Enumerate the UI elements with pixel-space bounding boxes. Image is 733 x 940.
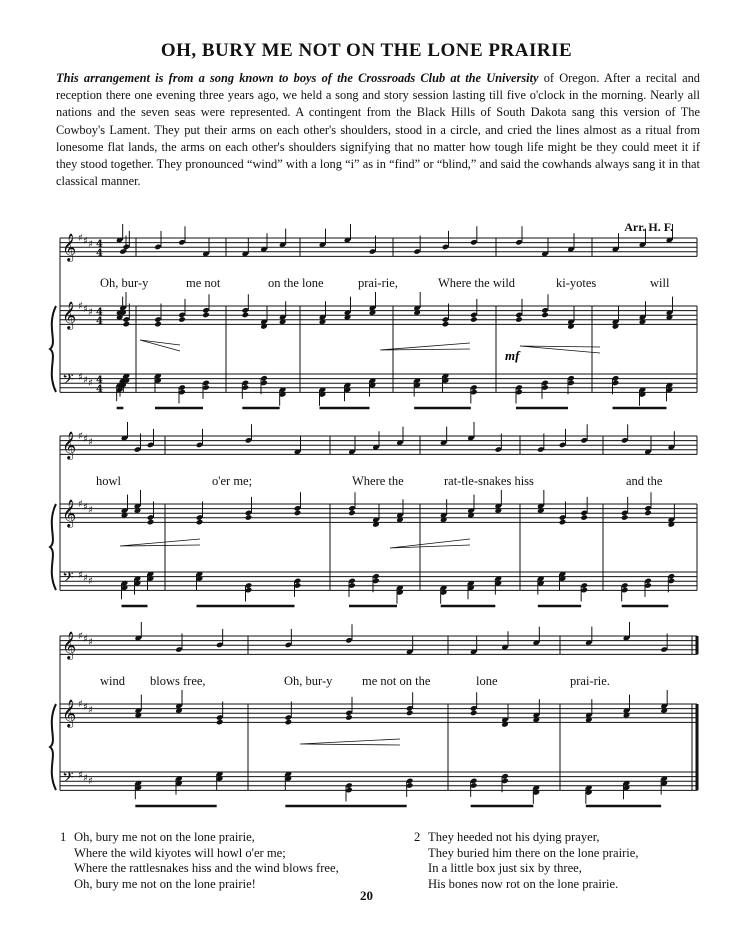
key-sharp: ♯ [88, 505, 93, 516]
notehead [345, 714, 353, 721]
key-sharp: ♯ [88, 239, 93, 250]
time-signature-bottom: 4 [96, 248, 103, 259]
treble-clef: 𝄞 [62, 699, 77, 727]
verse-2 [414, 830, 639, 892]
key-sharp: ♯ [78, 233, 83, 244]
arranger-credit: Arr. H. F. [624, 220, 673, 234]
lyric-syllable: me not on the [362, 674, 431, 688]
key-sharp: ♯ [88, 776, 93, 787]
key-sharp: ♯ [78, 631, 83, 642]
key-sharp: ♯ [88, 378, 93, 389]
verse-line: Where the rattlesnakes hiss and the wind blows free, [74, 861, 339, 875]
time-signature-top: 4 [96, 307, 103, 318]
key-sharp: ♯ [88, 637, 93, 648]
key-sharp: ♯ [83, 573, 88, 584]
lyric-syllable: Where the wild [438, 276, 516, 290]
key-sharp: ♯ [83, 236, 88, 247]
notehead [470, 316, 478, 323]
notehead [559, 519, 567, 526]
notehead [294, 510, 302, 517]
bass-clef: 𝄢 [62, 769, 74, 790]
notehead [245, 514, 253, 521]
verse-1 [60, 830, 339, 892]
verse-line: His bones now rot on the lone prairie. [428, 876, 619, 891]
verse-line: Where the wild kiyotes will howl o'er me; [74, 845, 286, 860]
hairpin [300, 739, 400, 745]
key-sharp: ♯ [78, 301, 83, 312]
key-sharp: ♯ [83, 434, 88, 445]
notehead [242, 312, 250, 319]
notehead [154, 321, 162, 328]
piano-brace [50, 504, 56, 590]
treble-clef: 𝄞 [62, 499, 77, 527]
key-sharp: ♯ [78, 372, 83, 383]
lyric-syllable: will [650, 276, 670, 290]
key-sharp: ♯ [88, 437, 93, 448]
time-signature-top: 4 [96, 239, 103, 250]
verse-line: Oh, bury me not on the lone prairie, [74, 830, 255, 844]
notehead [348, 510, 356, 517]
key-sharp: ♯ [83, 702, 88, 713]
lyric-syllable: lone [476, 674, 498, 688]
notehead [621, 514, 629, 521]
key-sharp: ♯ [88, 576, 93, 587]
notehead [515, 316, 523, 323]
lyric-syllable: ki-yotes [556, 276, 597, 290]
treble-clef: 𝄞 [62, 301, 77, 329]
key-sharp: ♯ [78, 699, 83, 710]
notehead [442, 321, 450, 328]
time-signature-bottom: 4 [96, 384, 103, 395]
lyric-syllable: o'er me; [212, 474, 253, 488]
key-sharp: ♯ [78, 570, 83, 581]
notehead [644, 510, 652, 517]
notehead [285, 719, 293, 726]
notehead [470, 710, 478, 717]
time-signature-top: 4 [96, 375, 103, 386]
key-sharp: ♯ [78, 499, 83, 510]
verse-line: They buried him there on the lone prairie, [428, 845, 639, 860]
key-sharp: ♯ [88, 307, 93, 318]
key-sharp: ♯ [78, 431, 83, 442]
key-sharp: ♯ [88, 705, 93, 716]
notehead [178, 316, 186, 323]
verse-number: 1 [60, 830, 67, 844]
lyric-syllable: and the [626, 474, 663, 488]
lyric-syllable: Oh, bur-y [100, 276, 149, 290]
piano-brace [50, 306, 56, 392]
notehead [123, 321, 131, 328]
notehead [580, 514, 588, 521]
hairpin [120, 539, 200, 546]
key-sharp: ♯ [78, 770, 83, 781]
lyric-syllable: Oh, bur-y [284, 674, 333, 688]
page-number: 20 [360, 888, 373, 903]
notehead [196, 519, 204, 526]
lyric-syllable: Where the [352, 474, 404, 488]
treble-clef: 𝄞 [62, 431, 77, 459]
notehead [147, 519, 155, 526]
lyric-syllable: prai-rie, [358, 276, 398, 290]
hairpin [390, 539, 470, 548]
key-sharp: ♯ [83, 304, 88, 315]
song-title: OH, BURY ME NOT ON THE LONE PRAIRIE [160, 40, 573, 61]
bass-clef: 𝄢 [62, 371, 74, 392]
hairpin [520, 346, 600, 353]
notehead [202, 312, 210, 319]
lyric-syllable: rat-tle-snakes hiss [444, 474, 534, 488]
lyric-syllable: howl [96, 474, 121, 488]
verse-line: They heeded not his dying prayer, [428, 830, 600, 844]
time-signature-bottom: 4 [96, 316, 103, 327]
intro-lead: This arrangement is from a song known to boys of the Crossroads Club at the University [56, 71, 539, 85]
treble-clef: 𝄞 [62, 631, 77, 659]
verse-line: In a little box just six by three, [428, 861, 582, 875]
lyric-syllable: blows free, [150, 674, 206, 688]
notehead [216, 719, 224, 726]
notehead [406, 710, 414, 717]
key-sharp: ♯ [83, 634, 88, 645]
verse-line: Oh, bury me not on the lone prairie! [74, 876, 256, 891]
key-sharp: ♯ [83, 375, 88, 386]
key-sharp: ♯ [83, 502, 88, 513]
verse-number: 2 [414, 830, 421, 844]
lyric-syllable: me not [186, 276, 221, 290]
dynamic-marking: mf [505, 348, 520, 363]
intro-body: of Oregon. After a recital and reception there one evening three years ago, we held a song and story session lasting till five o'clock in the morning. Nearly all nations and the seven seas were represented. A contingent from the Black Hills of South Dakota sang this version of The Cowboy's Lament. They put their arms on each other's shoulders, stood in a circle, and cried the lines almost as a ritual from lonesome flat lands, the arms on each other's shoulders signifying that no matter how tough life might be they could meet it if they stood together. They pronounced “wind” with a long “i” as in “find” or “blind,” and said the cowhands always sang it in that classical manner. [56, 71, 700, 189]
lyric-syllable: wind [100, 674, 125, 688]
lyric-syllable: on the lone [268, 276, 324, 290]
notehead [541, 312, 549, 319]
treble-clef: 𝄞 [62, 233, 77, 261]
piano-brace [50, 704, 56, 790]
key-sharp: ♯ [83, 773, 88, 784]
bass-clef: 𝄢 [62, 569, 74, 590]
hairpin [140, 340, 180, 351]
lyric-syllable: prai-rie. [570, 674, 610, 688]
